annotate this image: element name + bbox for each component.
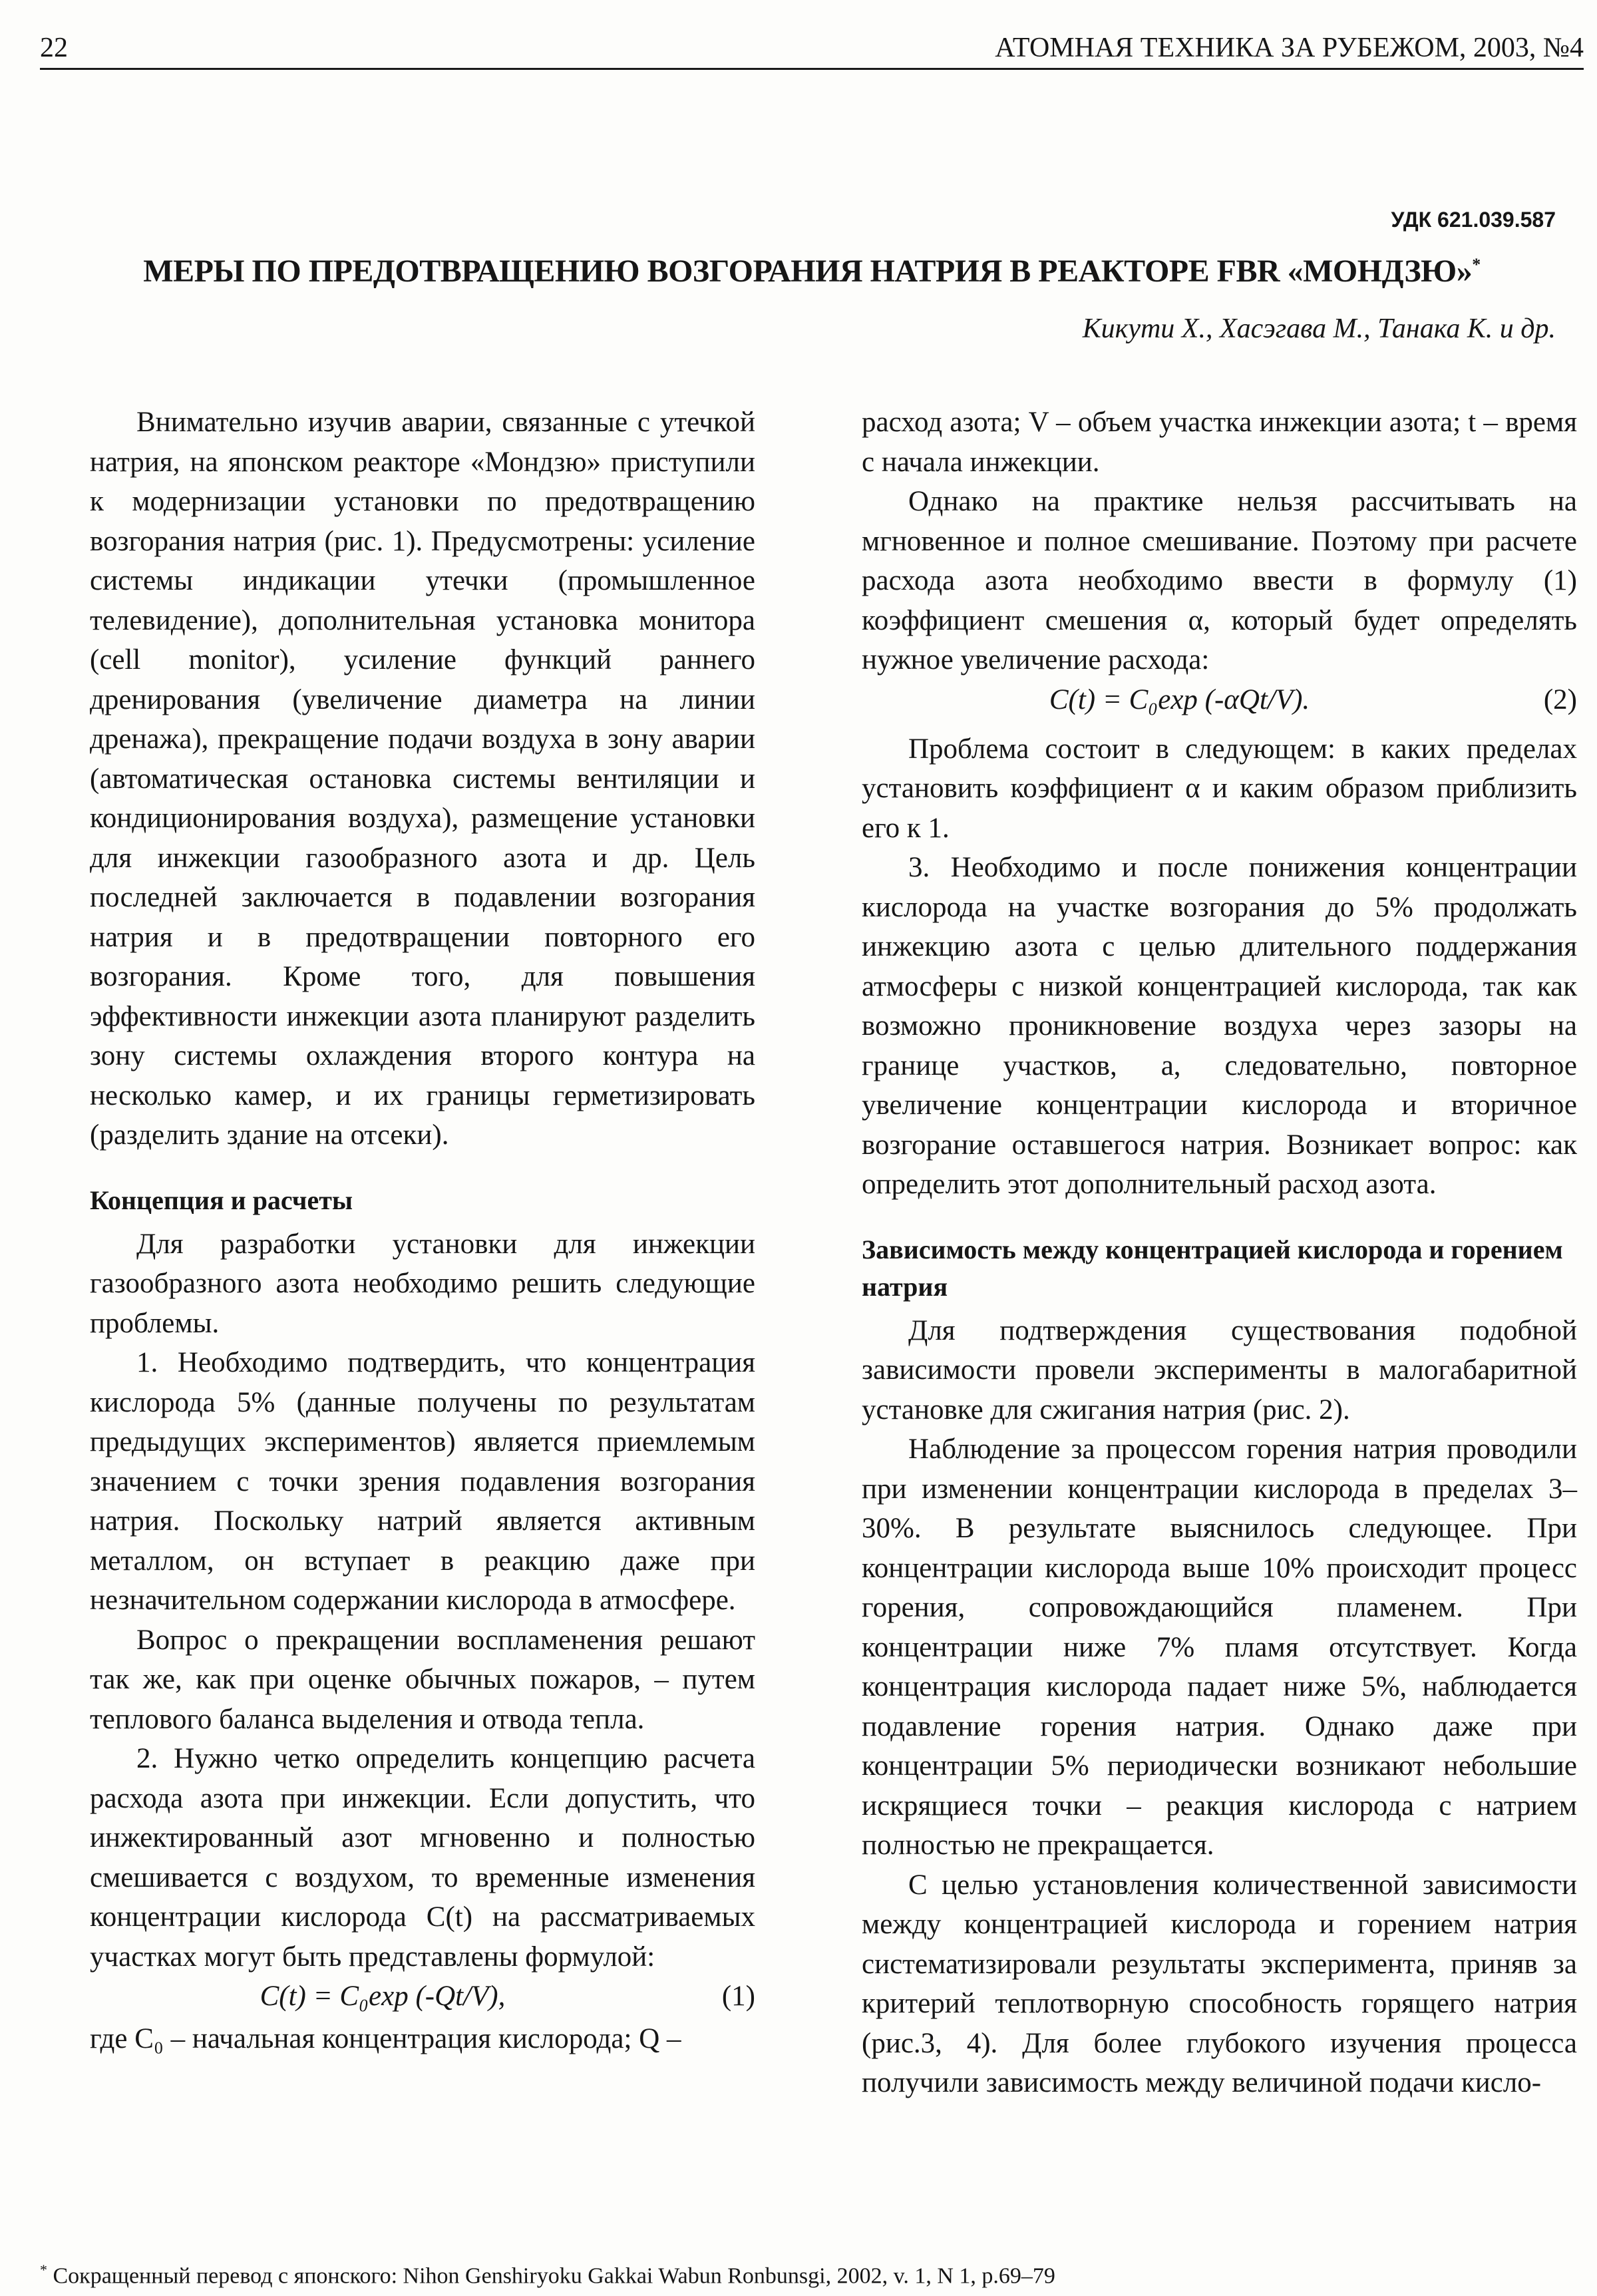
- formula-1: [90, 1977, 755, 2019]
- paragraph: 3. Необходимо и после понижения концентрации кислорода на участке возгорания до 5% продолжать инжекцию азота с целью длительного поддержания атмосферы с низкой концентрацией кислорода, так как возможно проникновение воздуха через зазоры на границе участков, а, следовательно, повторное увеличение концентрации кислорода и вторичное возгорание оставшегося натрия. Возникает вопрос: как определить этот дополнительный расход азота.: [862, 852, 1577, 1200]
- paragraph: Однако на практике нельзя рассчитывать на мгновенное и полное смешивание. Поэтому при расчете расхода азота необходимо ввести в формулу (1) коэффициент смешения α, который будет определять нужное увеличение расхода:: [862, 486, 1577, 675]
- paragraph: 2. Нужно четко определить концепцию расчета расхода азота при инжекции. Если допустить, что инжектированный азот мгновенно и полностью смешивается с воздухом, то временные изменения концентрации кислорода C(t) на рассматриваемых участках могут быть представлены формулой:: [90, 1743, 755, 1973]
- formula-2: [862, 680, 1577, 723]
- article-title: [40, 253, 1584, 289]
- footnote-mark: *: [40, 2261, 47, 2278]
- paragraph: Проблема состоит в следующем: в каких пределах установить коэффициент α и каким образом приблизить его к 1.: [862, 733, 1577, 844]
- udk-code: УДК 621.039.587: [1391, 208, 1556, 232]
- footnote: [40, 2261, 1055, 2289]
- paragraph: Внимательно изучив аварии, связанные с утечкой натрия, на японском реакторе «Мондзю» приступили к модернизации установки по предотвращению возгорания натрия (рис. 1). Предусмотрены: усиление системы индикации утечки (промышленное телевидение), дополнительная установка монитора (cell monitor), усиление функций раннего дренирования (увеличение диаметра на линии дренажа), прекращение подачи воздуха в зону аварии (автоматическая остановка системы вентиляции и кондиционирования воздуха), размещение установки для инжекции газообразного азота и др. Цель последней заключается в подавлении возгорания натрия и в предотвращении повторного его возгорания. Кроме того, для повышения эффективности инжекции азота планируют разделить зону системы охлаждения второго контура на несколько камер, и их границы герметизировать (разделить здание на отсеки).: [90, 407, 755, 1151]
- journal-title: АТОМНАЯ ТЕХНИКА ЗА РУБЕЖОМ, 2003, №4: [995, 33, 1584, 63]
- paragraph: С целью установления количественной зависимости между концентрацией кислорода и горением натрия систематизировали результаты эксперимента, приняв за критерий теплотворную способность горящего натрия (рис.3, 4). Для более глубокого изучения процесса получили зависимость между величиной подачи кисло-: [862, 1869, 1577, 2098]
- paragraph: Вопрос о прекращении воспламенения решают так же, как при оценке обычных пожаров, – путем теплового баланса выделения и отвода тепла.: [90, 1624, 755, 1735]
- footnote-text: Сокращенный перевод с японского: Nihon Genshiryoku Gakkai Wabun Ronbunsgi, 2002, v. 1, N 1, p.69–79: [53, 2263, 1055, 2289]
- paragraph: Для подтверждения существования подобной зависимости провели эксперименты в малогабаритной установке для сжигания натрия (рис. 2).: [862, 1314, 1577, 1426]
- authors: Кикути Х., Хасэгава М., Танака К. и др.: [1082, 313, 1556, 344]
- paragraph: расход азота; V – объем участка инжекции азота; t – время с начала инжекции.: [862, 407, 1577, 478]
- formula-1-expression: C(t) = C₀exp (-Qt/V),: [260, 1981, 506, 2012]
- paragraph: Для разработки установки для инжекции газообразного азота необходимо решить следующие проблемы.: [90, 1228, 755, 1339]
- section-heading: Концепция и расчеты: [90, 1185, 353, 1215]
- left-column: [90, 403, 755, 2059]
- paragraph: 1. Необходимо подтвердить, что концентрация кислорода 5% (данные получены по результатам предыдущих экспериментов) является приемлемым значением с точки зрения подавления возгорания натрия. Поскольку натрий является активным металлом, он вступает в реакцию даже при незначительном содержании кислорода в атмосфере.: [90, 1347, 755, 1616]
- right-column: [862, 403, 1577, 2103]
- paragraph: где C₀ – начальная концентрация кислорода; Q –: [90, 2023, 681, 2054]
- title-footnote-mark: *: [1472, 255, 1481, 274]
- formula-2-number: (2): [1543, 683, 1577, 715]
- page-number: 22: [40, 33, 68, 63]
- paragraph: Наблюдение за процессом горения натрия проводили при изменении концентрации кислорода в пределах 3–30%. В результате выяснилось следующее. При концентрации кислорода выше 10% происходит процесс горения, сопровождающийся пламенем. При концентрации ниже 7% пламя отсутствует. Когда концентрация кислорода падает ниже 5%, наблюдается подавление горения натрия. Однако даже при концентрации 5% периодически возникают небольшие искрящиеся точки – реакция кислорода с натрием полностью не прекращается.: [862, 1434, 1577, 1861]
- article-title-text: МЕРЫ ПО ПРЕДОТВРАЩЕНИЮ ВОЗГОРАНИЯ НАТРИЯ В РЕАКТОРЕ FBR «МОНДЗЮ»: [143, 254, 1473, 289]
- formula-2-expression: C(t) = C₀exp (-αQt/V).: [1049, 683, 1310, 715]
- formula-1-number: (1): [721, 1981, 755, 2012]
- running-header: [40, 20, 1584, 70]
- section-heading: Зависимость между концентрацией кислорода и горением натрия: [862, 1234, 1563, 1302]
